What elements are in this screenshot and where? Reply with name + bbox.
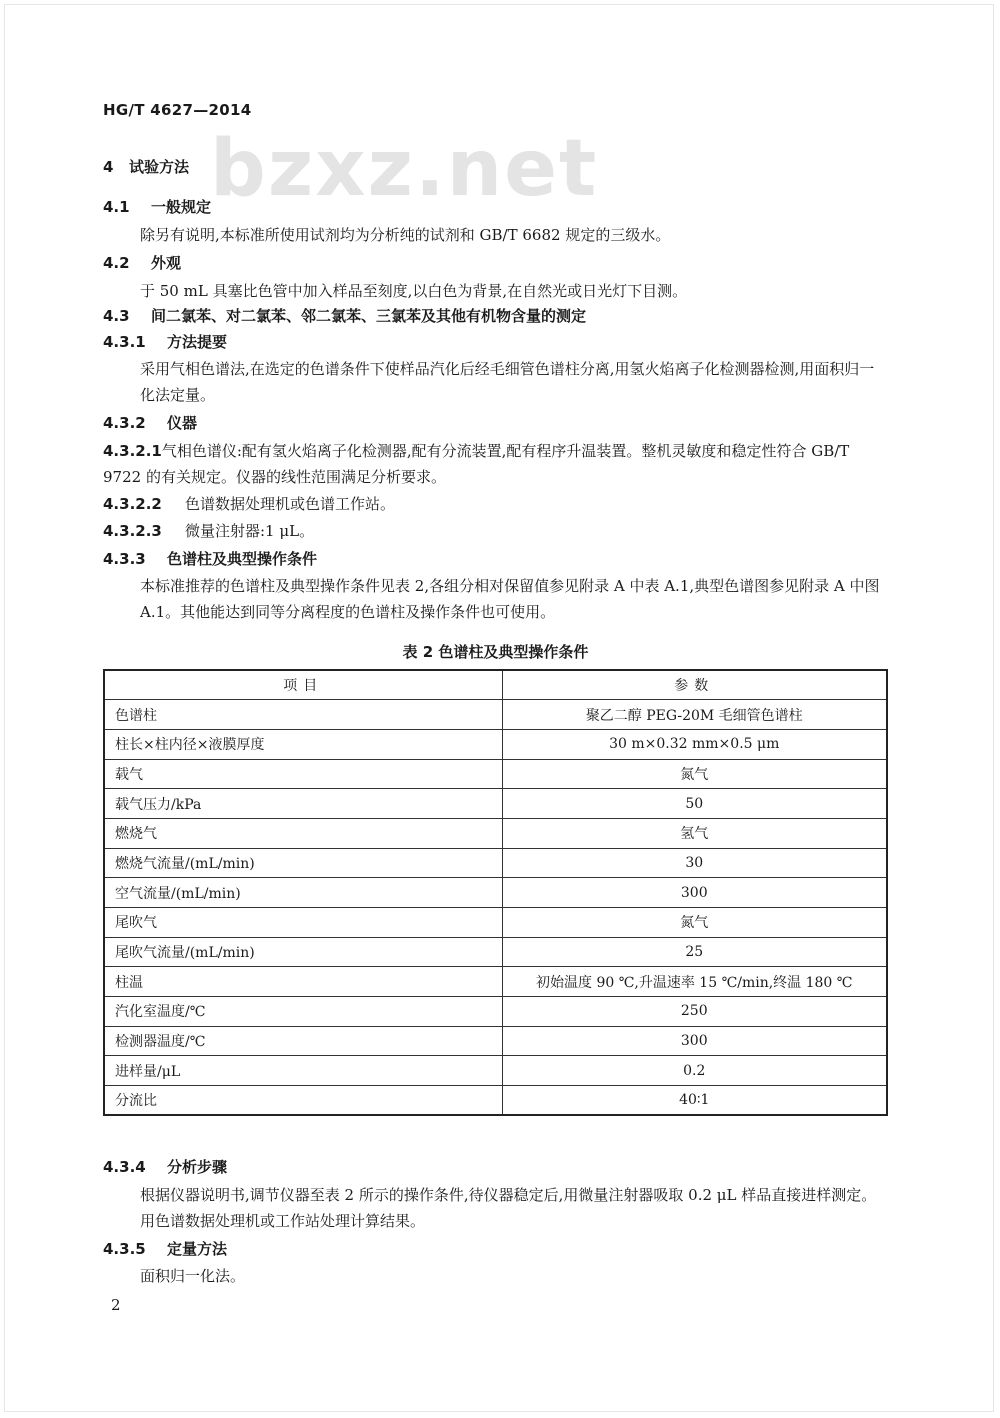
section-4-3-1-heading bbox=[103, 332, 227, 352]
parameter-cell: 0.2 bbox=[502, 1056, 887, 1086]
clause-number: 4.3.2.1 bbox=[103, 442, 162, 460]
item-cell: 进样量/μL bbox=[104, 1056, 502, 1086]
item-cell: 燃烧气 bbox=[104, 818, 502, 848]
item-cell: 尾吹气 bbox=[104, 908, 502, 938]
header-cell-parameter: 参数 bbox=[502, 670, 887, 700]
section-number: 4.3.1 bbox=[103, 333, 146, 351]
item-cell: 柱温 bbox=[104, 967, 502, 997]
table-row bbox=[104, 700, 887, 730]
table-row bbox=[104, 729, 887, 759]
item-cell: 汽化室温度/℃ bbox=[104, 997, 502, 1027]
section-title: 试验方法 bbox=[129, 158, 190, 176]
watermark: bzxz.net bbox=[210, 124, 599, 214]
clause-text: 气相色谱仪:配有氢火焰离子化检测器,配有分流装置,配有程序升温装置。整机灵敏度和稳定性符合 GB/T 9722 的有关规定。仪器的线性范围满足分析要求。 bbox=[103, 442, 850, 486]
table-row bbox=[104, 878, 887, 908]
section-number: 4.3.4 bbox=[103, 1158, 146, 1176]
item-cell: 色谱柱 bbox=[104, 700, 502, 730]
item-cell: 载气压力/kPa bbox=[104, 789, 502, 819]
parameter-cell: 300 bbox=[502, 878, 887, 908]
section-number: 4 bbox=[103, 158, 114, 176]
section-title: 仪器 bbox=[167, 414, 198, 432]
section-4-3-4-heading bbox=[103, 1157, 227, 1177]
item-cell: 分流比 bbox=[104, 1086, 502, 1116]
section-4-3-5-heading bbox=[103, 1239, 227, 1259]
section-4-3-4-body bbox=[103, 1182, 888, 1234]
table-body bbox=[104, 700, 887, 1116]
table-row bbox=[104, 1026, 887, 1056]
item-cell: 燃烧气流量/(mL/min) bbox=[104, 848, 502, 878]
section-number: 4.3.3 bbox=[103, 550, 146, 568]
clause-number: 4.3.2.3 bbox=[103, 522, 162, 540]
section-4-2-body: 于 50 mL 具塞比色管中加入样品至刻度,以白色为背景,在自然光或日光灯下目测。 bbox=[140, 282, 688, 300]
section-4-3-2-1 bbox=[103, 438, 888, 490]
parameter-cell: 250 bbox=[502, 997, 887, 1027]
table-row bbox=[104, 1086, 887, 1116]
parameter-cell: 初始温度 90 ℃,升温速率 15 ℃/min,终温 180 ℃ bbox=[502, 967, 887, 997]
section-number: 4.3 bbox=[103, 307, 130, 325]
table-row bbox=[104, 818, 887, 848]
clause-text: 微量注射器:1 μL。 bbox=[185, 522, 315, 540]
table-row bbox=[104, 848, 887, 878]
parameter-cell: 30 bbox=[502, 848, 887, 878]
section-title: 分析步骤 bbox=[167, 1158, 228, 1176]
section-4-3-5-body: 面积归一化法。 bbox=[140, 1267, 246, 1285]
section-4-3-heading bbox=[103, 306, 586, 326]
table-row bbox=[104, 937, 887, 967]
section-4-heading bbox=[103, 157, 189, 177]
table-row bbox=[104, 1056, 887, 1086]
parameter-cell: 40∶1 bbox=[502, 1086, 887, 1116]
operating-conditions-table bbox=[103, 669, 888, 1116]
page-number: 2 bbox=[111, 1296, 121, 1314]
section-4-3-2-heading bbox=[103, 413, 197, 433]
paragraph-text: 根据仪器说明书,调节仪器至表 2 所示的操作条件,待仪器稳定后,用微量注射器吸取 0.2 μL 样品直接进样测定。用色谱数据处理机或工作站处理计算结果。 bbox=[140, 1186, 877, 1230]
table-header-row bbox=[104, 670, 887, 700]
section-number: 4.3.5 bbox=[103, 1240, 146, 1258]
table-row bbox=[104, 967, 887, 997]
section-4-3-2-3 bbox=[103, 521, 314, 541]
section-title: 间二氯苯、对二氯苯、邻二氯苯、三氯苯及其他有机物含量的测定 bbox=[151, 307, 587, 325]
item-cell: 尾吹气流量/(mL/min) bbox=[104, 937, 502, 967]
section-4-3-1-body bbox=[103, 356, 888, 408]
section-number: 4.3.2 bbox=[103, 414, 146, 432]
clause-number: 4.3.2.2 bbox=[103, 495, 162, 513]
parameter-cell: 氮气 bbox=[502, 908, 887, 938]
section-title: 一般规定 bbox=[151, 198, 212, 216]
document-id: HG/T 4627—2014 bbox=[103, 101, 252, 119]
table-row bbox=[104, 997, 887, 1027]
table-caption: 表 2 色谱柱及典型操作条件 bbox=[402, 643, 589, 661]
parameter-cell: 300 bbox=[502, 1026, 887, 1056]
section-4-3-2-2 bbox=[103, 494, 395, 514]
clause-text: 色谱数据处理机或色谱工作站。 bbox=[185, 495, 396, 513]
section-4-3-3-body bbox=[103, 573, 888, 625]
paragraph-text: 采用气相色谱法,在选定的色谱条件下使样品汽化后经毛细管色谱柱分离,用氢火焰离子化检测器检测,用面积归一化法定量。 bbox=[140, 360, 875, 404]
item-cell: 检测器温度/℃ bbox=[104, 1026, 502, 1056]
section-4-1-heading bbox=[103, 197, 211, 217]
section-number: 4.1 bbox=[103, 198, 130, 216]
parameter-cell: 氢气 bbox=[502, 818, 887, 848]
section-title: 外观 bbox=[151, 254, 182, 272]
section-4-3-3-heading bbox=[103, 549, 317, 569]
table-row bbox=[104, 789, 887, 819]
table-row bbox=[104, 759, 887, 789]
section-4-1-body: 除另有说明,本标准所使用试剂均为分析纯的试剂和 GB/T 6682 规定的三级水。 bbox=[140, 226, 671, 244]
section-title: 色谱柱及典型操作条件 bbox=[167, 550, 318, 568]
header-cell-item: 项目 bbox=[104, 670, 502, 700]
item-cell: 空气流量/(mL/min) bbox=[104, 878, 502, 908]
parameter-cell: 氮气 bbox=[502, 759, 887, 789]
parameter-cell: 25 bbox=[502, 937, 887, 967]
section-title: 定量方法 bbox=[167, 1240, 228, 1258]
item-cell: 载气 bbox=[104, 759, 502, 789]
parameter-cell: 50 bbox=[502, 789, 887, 819]
section-title: 方法提要 bbox=[167, 333, 228, 351]
paragraph-text: 本标准推荐的色谱柱及典型操作条件见表 2,各组分相对保留值参见附录 A 中表 A.1,典型色谱图参见附录 A 中图 A.1。其他能达到同等分离程度的色谱柱及操作条件也可使用。 bbox=[140, 577, 880, 621]
section-4-2-heading bbox=[103, 253, 181, 273]
table-row bbox=[104, 908, 887, 938]
parameter-cell: 30 m×0.32 mm×0.5 μm bbox=[502, 729, 887, 759]
section-number: 4.2 bbox=[103, 254, 130, 272]
parameter-cell: 聚乙二醇 PEG-20M 毛细管色谱柱 bbox=[502, 700, 887, 730]
item-cell: 柱长×柱内径×液膜厚度 bbox=[104, 729, 502, 759]
